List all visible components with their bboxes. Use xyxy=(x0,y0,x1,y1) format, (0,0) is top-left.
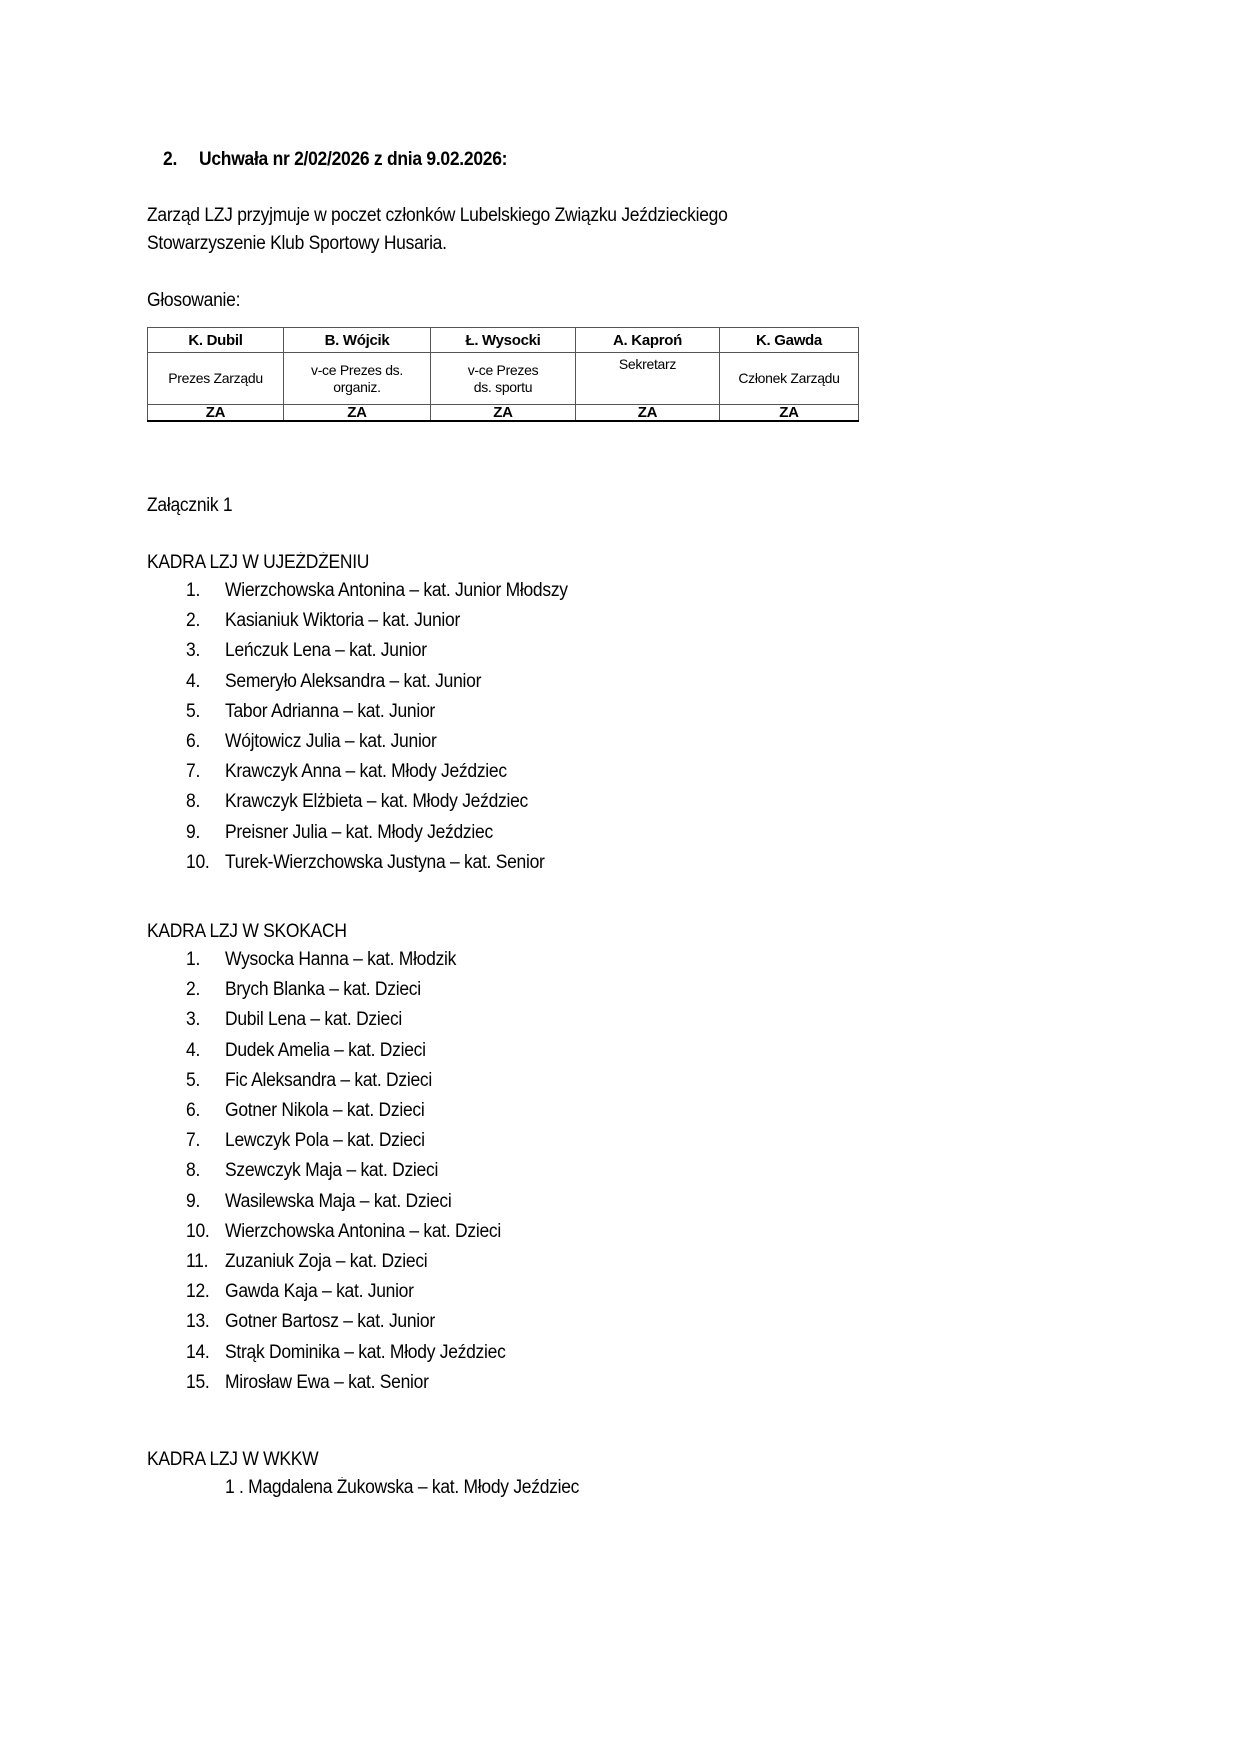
voting-table-names-row xyxy=(148,328,859,353)
list-item-number: 8. xyxy=(186,1160,201,1182)
voting-table-roles-row xyxy=(148,353,859,405)
voting-label: Głosowanie: xyxy=(147,290,241,311)
list-item-number: 1. xyxy=(186,580,201,601)
list-item: Strąk Dominika – kat. Młody Jeździec xyxy=(225,1341,506,1363)
list-item-number: 9. xyxy=(186,821,201,843)
list-item: Gotner Nikola – kat. Dzieci xyxy=(225,1100,425,1121)
board-member-name: B. Wójcik xyxy=(284,328,431,353)
voting-table xyxy=(147,327,859,422)
list-item: Wysocka Hanna – kat. Młodzik xyxy=(225,949,457,970)
list-item-number: 7. xyxy=(186,761,201,783)
list-item-number: 3. xyxy=(186,1009,201,1031)
section-heading: KADRA LZJ W SKOKACH xyxy=(147,921,347,942)
section-heading: KADRA LZJ W UJEŻDŻENIU xyxy=(147,552,370,573)
list-item: Semeryło Aleksandra – kat. Junior xyxy=(225,670,482,692)
role-text: organiz. xyxy=(333,378,381,395)
role-text: v-ce Prezes xyxy=(467,361,539,378)
list-item: Wasilewska Maja – kat. Dzieci xyxy=(225,1190,452,1212)
list-item: Mirosław Ewa – kat. Senior xyxy=(225,1371,429,1393)
list-item-number: 5. xyxy=(186,700,201,722)
list-item-number: 2. xyxy=(186,610,201,632)
list-item-number: 6. xyxy=(186,1100,201,1121)
list-item: Tabor Adrianna – kat. Junior xyxy=(225,700,435,722)
board-member-role xyxy=(576,353,720,405)
section-heading: KADRA LZJ W WKKW xyxy=(147,1449,319,1470)
list-item-number: 1. xyxy=(186,949,201,970)
board-member-role xyxy=(431,353,576,405)
list-item-number: 8. xyxy=(186,791,201,813)
vote-value: ZA xyxy=(148,405,284,422)
board-member-role xyxy=(720,353,859,405)
list-item: Gawda Kaja – kat. Junior xyxy=(225,1281,414,1303)
board-member-role xyxy=(148,353,284,405)
role-text: Członek Zarządu xyxy=(738,370,840,386)
role-text: Sekretarz xyxy=(618,356,677,372)
list-item: Dubil Lena – kat. Dzieci xyxy=(225,1009,403,1031)
list-item-number: 15. xyxy=(186,1371,210,1393)
list-item: Krawczyk Anna – kat. Młody Jeździec xyxy=(225,761,507,783)
board-member-role xyxy=(284,353,431,405)
list-item-number: 2. xyxy=(186,979,201,1001)
list-item-number: 5. xyxy=(186,1069,201,1091)
list-item: Brych Blanka – kat. Dzieci xyxy=(225,979,421,1001)
vote-value: ZA xyxy=(720,405,859,422)
resolution-title: Uchwała nr 2/02/2026 z dnia 9.02.2026: xyxy=(199,149,508,170)
role-text: Prezes Zarządu xyxy=(168,370,263,386)
voting-table-votes-row xyxy=(148,405,859,422)
role-text: v-ce Prezes ds. xyxy=(311,361,403,378)
list-item: Kasianiuk Wiktoria – kat. Junior xyxy=(225,610,461,632)
list-item-number: 9. xyxy=(186,1190,201,1212)
list-item-number: 14. xyxy=(186,1341,210,1363)
list-item: Wierzchowska Antonina – kat. Dzieci xyxy=(225,1220,501,1242)
list-item: Dudek Amelia – kat. Dzieci xyxy=(225,1039,426,1061)
list-item-number: 10. xyxy=(186,1220,210,1242)
list-item: Fic Aleksandra – kat. Dzieci xyxy=(225,1069,432,1091)
resolution-body-line-2: Stowarzyszenie Klub Sportowy Husaria. xyxy=(147,233,447,254)
list-item-number: 12. xyxy=(186,1281,210,1303)
board-member-name: Ł. Wysocki xyxy=(431,328,576,353)
resolution-number: 2. xyxy=(163,149,178,170)
list-item-number: 6. xyxy=(186,731,201,752)
vote-value: ZA xyxy=(576,405,720,422)
list-item-number: 11. xyxy=(186,1251,209,1272)
resolution-body-line-1: Zarząd LZJ przyjmuje w poczet członków Lubelskiego Związku Jeździeckiego xyxy=(147,205,728,226)
list-item-number: 13. xyxy=(186,1311,210,1333)
list-item: Wierzchowska Antonina – kat. Junior Młodszy xyxy=(225,580,568,601)
list-item: Preisner Julia – kat. Młody Jeździec xyxy=(225,821,493,843)
attachment-title: Załącznik 1 xyxy=(147,495,233,516)
list-item: 1 . Magdalena Żukowska – kat. Młody Jeździec xyxy=(225,1477,580,1498)
list-item-number: 3. xyxy=(186,640,201,662)
role-text: ds. sportu xyxy=(473,378,533,395)
board-member-name: K. Dubil xyxy=(148,328,284,353)
list-item: Krawczyk Elżbieta – kat. Młody Jeździec xyxy=(225,791,529,813)
list-item: Gotner Bartosz – kat. Junior xyxy=(225,1311,435,1333)
list-item-number: 7. xyxy=(186,1130,201,1152)
board-member-name: K. Gawda xyxy=(720,328,859,353)
list-item: Szewczyk Maja – kat. Dzieci xyxy=(225,1160,439,1182)
list-item: Leńczuk Lena – kat. Junior xyxy=(225,640,427,662)
list-item: Zuzaniuk Zoja – kat. Dzieci xyxy=(225,1251,428,1272)
vote-value: ZA xyxy=(284,405,431,422)
list-item-number: 4. xyxy=(186,1039,201,1061)
list-item: Wójtowicz Julia – kat. Junior xyxy=(225,731,437,752)
board-member-name: A. Kaproń xyxy=(576,328,720,353)
list-item-number: 4. xyxy=(186,670,201,692)
list-item: Lewczyk Pola – kat. Dzieci xyxy=(225,1130,425,1152)
list-item-number: 10. xyxy=(186,851,210,873)
vote-value: ZA xyxy=(431,405,576,422)
list-item: Turek-Wierzchowska Justyna – kat. Senior xyxy=(225,851,545,873)
